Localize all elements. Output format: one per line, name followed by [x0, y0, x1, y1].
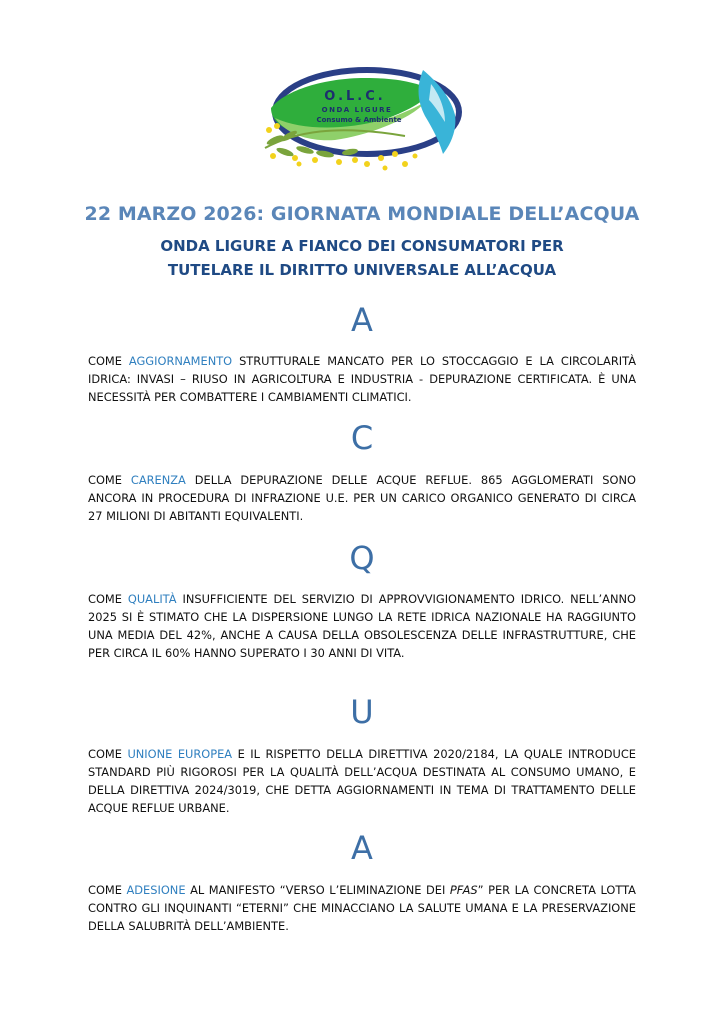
section-paragraph-carenza: [88, 471, 636, 525]
paragraph-prefix: COME: [88, 592, 128, 606]
olc-logo-graphic: [255, 60, 470, 175]
keyword-aggiornamento: AGGIORNAMENTO: [128, 354, 233, 368]
paragraph-text: STRUTTURALE MANCATO PER LO STOCCAGGIO E LA CIRCOLARITÀ IDRICA: INVASI – RIUSO IN AGRICOLTURA E INDUSTRIA - DEPURAZIONE CERTIFICATA. È UNA NECESSITÀ PER COMBATTERE I CAMBIAMENTI CLIMATICI.: [88, 354, 636, 404]
paragraph-prefix: COME: [88, 473, 131, 487]
paragraph-text: INSUFFICIENTE DEL SERVIZIO DI APPROVVIGIONAMENTO IDRICO. NELL’ANNO 2025 SI È STIMATO CHE LA DISPERSIONE LUNGO LA RETE IDRICA NAZIONALE HA RAGGIUNTO UNA MEDIA DEL 42%, ANCHE A CAUSA DELLA OBSOLESCENZA DELLE INFRASTRUTTURE, CHE PER CIRCA IL 60% HANNO SUPERATO I 30 ANNI DI VITA.: [88, 592, 636, 660]
logo-name: ONDA LIGURE: [321, 106, 393, 114]
section-letter-a-second: A: [351, 829, 373, 867]
section-paragraph-unione-europea: [88, 745, 636, 817]
keyword-adesione: ADESIONE: [126, 883, 186, 897]
italic-pfas: PFAS: [449, 883, 478, 897]
section-letter-a: A: [351, 301, 373, 339]
page-title: 22 MARZO 2026: GIORNATA MONDIALE DELL’ACQUA: [84, 203, 640, 225]
logo-tagline: Consumo & Ambiente: [316, 116, 402, 124]
paragraph-prefix: COME: [88, 354, 129, 368]
keyword-qualita: QUALITÀ: [127, 592, 177, 606]
section-paragraph-adesione: [88, 881, 636, 935]
paragraph-prefix: COME: [88, 747, 128, 761]
paragraph-text-end: ” PER LA CONCRETA LOTTA CONTRO GLI INQUINANTI “ETERNI” CHE MINACCIANO LA SALUTE UMANA E LA PRESERVAZIONE DELLA SALUBRITÀ DELL’AMBIENTE.: [88, 883, 636, 933]
section-letter-u: U: [350, 693, 374, 731]
section-letter-c: C: [350, 419, 374, 457]
section-letter-q: Q: [349, 539, 375, 577]
paragraph-prefix: COME: [88, 883, 127, 897]
subtitle-line-2: TUTELARE IL DIRITTO UNIVERSALE ALL’ACQUA: [167, 261, 557, 279]
section-paragraph-qualita: [88, 590, 636, 662]
keyword-carenza: CARENZA: [130, 473, 186, 487]
logo-acronym: O.L.C.: [324, 89, 386, 104]
paragraph-text: E IL RISPETTO DELLA DIRETTIVA 2020/2184, LA QUALE INTRODUCE STANDARD PIÙ RIGOROSI PER LA QUALITÀ DELL’ACQUA DESTINATA AL CONSUMO UMANO, E DELLA DIRETTIVA 2024/3019, CHE DETTA AGGIORNAMENTI IN TEMA DI TRATTAMENTO DELLE ACQUE REFLUE URBANE.: [88, 747, 636, 815]
keyword-unione-europea: UNIONE EUROPEA: [127, 747, 233, 761]
section-paragraph-aggiornamento: [88, 352, 636, 406]
olc-logo: [255, 60, 470, 175]
paragraph-text: DELLA DEPURAZIONE DELLE ACQUE REFLUE. 865 AGGLOMERATI SONO ANCORA IN PROCEDURA DI INFRAZIONE U.E. PER UN CARICO ORGANICO GENERATO DI CIRCA 27 MILIONI DI ABITANTI EQUIVALENTI.: [88, 473, 636, 523]
paragraph-text: AL MANIFESTO “VERSO L’ELIMINAZIONE DEI: [185, 883, 450, 897]
subtitle-line-1: ONDA LIGURE A FIANCO DEI CONSUMATORI PER: [160, 237, 564, 255]
